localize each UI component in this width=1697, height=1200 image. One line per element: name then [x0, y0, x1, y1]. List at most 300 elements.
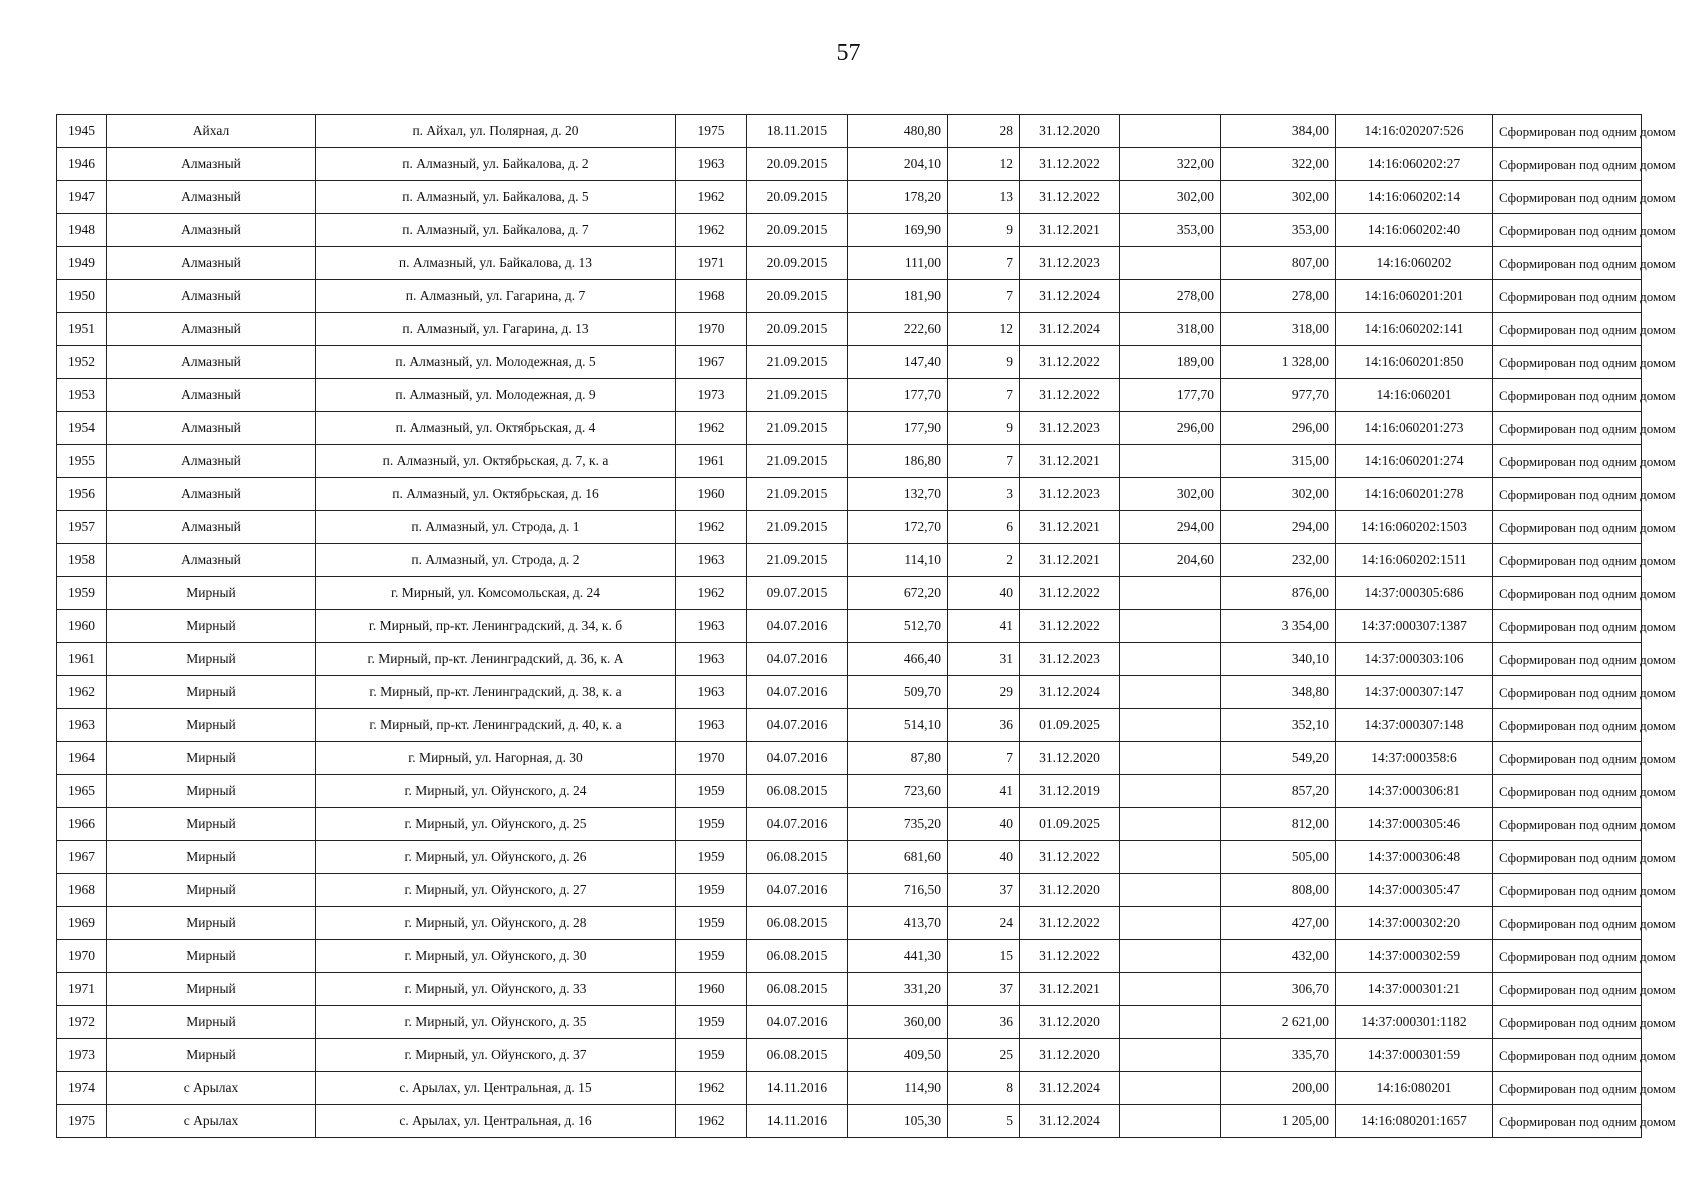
- residents-cell: 8: [948, 1072, 1020, 1105]
- land-area-cell: 812,00: [1221, 808, 1336, 841]
- address-cell: г. Мирный, пр-кт. Ленинградский, д. 38, к. а: [316, 676, 676, 709]
- land-area-cell: 296,00: [1221, 412, 1336, 445]
- land-status-cell: Сформирован под одним домом: [1493, 214, 1642, 247]
- settlement-cell: Мирный: [107, 940, 316, 973]
- land-area-cell: 1 328,00: [1221, 346, 1336, 379]
- resettlement-deadline-cell: 31.12.2023: [1020, 643, 1120, 676]
- address-cell: с. Арылах, ул. Центральная, д. 15: [316, 1072, 676, 1105]
- row-number-cell: 1956: [57, 478, 107, 511]
- address-cell: г. Мирный, ул. Ойунского, д. 33: [316, 973, 676, 1006]
- land-area-cell: 1 205,00: [1221, 1105, 1336, 1138]
- recognition-date-cell: 20.09.2015: [747, 313, 848, 346]
- resettlement-deadline-cell: 31.12.2024: [1020, 1072, 1120, 1105]
- table-row: [57, 115, 1642, 148]
- cadastral-number-cell: 14:16:060201:273: [1336, 412, 1493, 445]
- row-number-cell: 1970: [57, 940, 107, 973]
- recognition-date-cell: 21.09.2015: [747, 379, 848, 412]
- table-row: [57, 841, 1642, 874]
- residents-cell: 6: [948, 511, 1020, 544]
- residents-cell: 31: [948, 643, 1020, 676]
- table-row: [57, 313, 1642, 346]
- living-area-cell: 177,70: [848, 379, 948, 412]
- land-status-cell: Сформирован под одним домом: [1493, 379, 1642, 412]
- settlement-cell: Алмазный: [107, 346, 316, 379]
- recognition-date-cell: 14.11.2016: [747, 1072, 848, 1105]
- cadastral-number-cell: 14:37:000307:1387: [1336, 610, 1493, 643]
- land-status-cell: Сформирован под одним домом: [1493, 1072, 1642, 1105]
- land-area-cell: 322,00: [1221, 148, 1336, 181]
- land-status-cell: Сформирован под одним домом: [1493, 1039, 1642, 1072]
- settlement-cell: Мирный: [107, 742, 316, 775]
- land-status-cell: Сформирован под одним домом: [1493, 742, 1642, 775]
- table-row: [57, 610, 1642, 643]
- area-2-cell: 302,00: [1120, 181, 1221, 214]
- area-2-cell: [1120, 940, 1221, 973]
- cadastral-number-cell: 14:16:060201:850: [1336, 346, 1493, 379]
- resettlement-deadline-cell: 31.12.2021: [1020, 214, 1120, 247]
- table-row: [57, 643, 1642, 676]
- table-row: [57, 511, 1642, 544]
- living-area-cell: 735,20: [848, 808, 948, 841]
- land-status-cell: Сформирован под одним домом: [1493, 544, 1642, 577]
- resettlement-deadline-cell: 31.12.2021: [1020, 544, 1120, 577]
- settlement-cell: Мирный: [107, 808, 316, 841]
- residents-cell: 9: [948, 412, 1020, 445]
- living-area-cell: 331,20: [848, 973, 948, 1006]
- land-area-cell: 2 621,00: [1221, 1006, 1336, 1039]
- settlement-cell: Алмазный: [107, 313, 316, 346]
- residents-cell: 37: [948, 973, 1020, 1006]
- residents-cell: 24: [948, 907, 1020, 940]
- residents-cell: 40: [948, 577, 1020, 610]
- settlement-cell: Мирный: [107, 577, 316, 610]
- cadastral-number-cell: 14:16:080201:1657: [1336, 1105, 1493, 1138]
- residents-cell: 41: [948, 775, 1020, 808]
- residents-cell: 40: [948, 808, 1020, 841]
- living-area-cell: 409,50: [848, 1039, 948, 1072]
- address-cell: г. Мирный, ул. Ойунского, д. 26: [316, 841, 676, 874]
- living-area-cell: 186,80: [848, 445, 948, 478]
- cadastral-number-cell: 14:37:000307:148: [1336, 709, 1493, 742]
- land-area-cell: 808,00: [1221, 874, 1336, 907]
- settlement-cell: Алмазный: [107, 148, 316, 181]
- resettlement-deadline-cell: 31.12.2020: [1020, 1039, 1120, 1072]
- residents-cell: 29: [948, 676, 1020, 709]
- address-cell: п. Алмазный, ул. Гагарина, д. 13: [316, 313, 676, 346]
- resettlement-deadline-cell: 31.12.2020: [1020, 115, 1120, 148]
- build-year-cell: 1962: [676, 181, 747, 214]
- land-area-cell: 340,10: [1221, 643, 1336, 676]
- area-2-cell: [1120, 907, 1221, 940]
- address-cell: г. Мирный, ул. Ойунского, д. 28: [316, 907, 676, 940]
- area-2-cell: [1120, 247, 1221, 280]
- residents-cell: 7: [948, 445, 1020, 478]
- residents-cell: 12: [948, 148, 1020, 181]
- residents-cell: 9: [948, 214, 1020, 247]
- row-number-cell: 1960: [57, 610, 107, 643]
- residents-cell: 3: [948, 478, 1020, 511]
- recognition-date-cell: 20.09.2015: [747, 214, 848, 247]
- living-area-cell: 147,40: [848, 346, 948, 379]
- land-status-cell: Сформирован под одним домом: [1493, 511, 1642, 544]
- recognition-date-cell: 06.08.2015: [747, 841, 848, 874]
- living-area-cell: 672,20: [848, 577, 948, 610]
- table-row: [57, 775, 1642, 808]
- build-year-cell: 1962: [676, 214, 747, 247]
- residents-cell: 40: [948, 841, 1020, 874]
- table-row: [57, 1105, 1642, 1138]
- recognition-date-cell: 18.11.2015: [747, 115, 848, 148]
- address-cell: п. Алмазный, ул. Октябрьская, д. 4: [316, 412, 676, 445]
- living-area-cell: 169,90: [848, 214, 948, 247]
- row-number-cell: 1952: [57, 346, 107, 379]
- row-number-cell: 1968: [57, 874, 107, 907]
- recognition-date-cell: 21.09.2015: [747, 511, 848, 544]
- resettlement-deadline-cell: 31.12.2021: [1020, 511, 1120, 544]
- address-cell: п. Алмазный, ул. Байкалова, д. 5: [316, 181, 676, 214]
- residents-cell: 36: [948, 709, 1020, 742]
- build-year-cell: 1975: [676, 115, 747, 148]
- settlement-cell: Мирный: [107, 775, 316, 808]
- settlement-cell: Мирный: [107, 907, 316, 940]
- resettlement-deadline-cell: 31.12.2022: [1020, 148, 1120, 181]
- living-area-cell: 509,70: [848, 676, 948, 709]
- cadastral-number-cell: 14:16:060202:40: [1336, 214, 1493, 247]
- area-2-cell: 189,00: [1120, 346, 1221, 379]
- table-body: [57, 115, 1676, 1138]
- area-2-cell: [1120, 1105, 1221, 1138]
- recognition-date-cell: 06.08.2015: [747, 940, 848, 973]
- area-2-cell: 353,00: [1120, 214, 1221, 247]
- residents-cell: 9: [948, 346, 1020, 379]
- row-number-cell: 1972: [57, 1006, 107, 1039]
- recognition-date-cell: 20.09.2015: [747, 181, 848, 214]
- land-area-cell: 232,00: [1221, 544, 1336, 577]
- land-status-cell: Сформирован под одним домом: [1493, 577, 1642, 610]
- living-area-cell: 413,70: [848, 907, 948, 940]
- recognition-date-cell: 04.07.2016: [747, 874, 848, 907]
- resettlement-deadline-cell: 31.12.2022: [1020, 940, 1120, 973]
- land-area-cell: 302,00: [1221, 478, 1336, 511]
- cadastral-number-cell: 14:16:060202:1511: [1336, 544, 1493, 577]
- resettlement-deadline-cell: 31.12.2021: [1020, 445, 1120, 478]
- resettlement-deadline-cell: 31.12.2023: [1020, 478, 1120, 511]
- land-status-cell: Сформирован под одним домом: [1493, 346, 1642, 379]
- land-status-cell: Сформирован под одним домом: [1493, 676, 1642, 709]
- settlement-cell: Алмазный: [107, 511, 316, 544]
- build-year-cell: 1970: [676, 742, 747, 775]
- address-cell: г. Мирный, ул. Ойунского, д. 25: [316, 808, 676, 841]
- living-area-cell: 681,60: [848, 841, 948, 874]
- land-area-cell: 876,00: [1221, 577, 1336, 610]
- build-year-cell: 1970: [676, 313, 747, 346]
- settlement-cell: Алмазный: [107, 214, 316, 247]
- recognition-date-cell: 04.07.2016: [747, 676, 848, 709]
- land-area-cell: 432,00: [1221, 940, 1336, 973]
- settlement-cell: Алмазный: [107, 412, 316, 445]
- cadastral-number-cell: 14:16:060201:201: [1336, 280, 1493, 313]
- residents-cell: 41: [948, 610, 1020, 643]
- recognition-date-cell: 21.09.2015: [747, 412, 848, 445]
- living-area-cell: 105,30: [848, 1105, 948, 1138]
- living-area-cell: 172,70: [848, 511, 948, 544]
- table-row: [57, 445, 1642, 478]
- residents-cell: 7: [948, 379, 1020, 412]
- area-2-cell: [1120, 1072, 1221, 1105]
- row-number-cell: 1947: [57, 181, 107, 214]
- area-2-cell: 294,00: [1120, 511, 1221, 544]
- area-2-cell: [1120, 577, 1221, 610]
- row-number-cell: 1969: [57, 907, 107, 940]
- address-cell: г. Мирный, ул. Ойунского, д. 27: [316, 874, 676, 907]
- address-cell: с. Арылах, ул. Центральная, д. 16: [316, 1105, 676, 1138]
- cadastral-number-cell: 14:37:000305:686: [1336, 577, 1493, 610]
- land-area-cell: 200,00: [1221, 1072, 1336, 1105]
- address-cell: п. Алмазный, ул. Байкалова, д. 2: [316, 148, 676, 181]
- living-area-cell: 178,20: [848, 181, 948, 214]
- recognition-date-cell: 20.09.2015: [747, 247, 848, 280]
- resettlement-deadline-cell: 31.12.2024: [1020, 676, 1120, 709]
- address-cell: п. Алмазный, ул. Гагарина, д. 7: [316, 280, 676, 313]
- resettlement-deadline-cell: 31.12.2019: [1020, 775, 1120, 808]
- cadastral-number-cell: 14:37:000305:46: [1336, 808, 1493, 841]
- address-cell: г. Мирный, пр-кт. Ленинградский, д. 36, к. А: [316, 643, 676, 676]
- table-row: [57, 181, 1642, 214]
- row-number-cell: 1953: [57, 379, 107, 412]
- build-year-cell: 1963: [676, 610, 747, 643]
- land-status-cell: Сформирован под одним домом: [1493, 280, 1642, 313]
- resettlement-deadline-cell: 31.12.2024: [1020, 280, 1120, 313]
- land-area-cell: 335,70: [1221, 1039, 1336, 1072]
- build-year-cell: 1963: [676, 709, 747, 742]
- resettlement-deadline-cell: 31.12.2022: [1020, 346, 1120, 379]
- address-cell: г. Мирный, ул. Ойунского, д. 24: [316, 775, 676, 808]
- build-year-cell: 1962: [676, 1072, 747, 1105]
- table-row: [57, 676, 1642, 709]
- recognition-date-cell: 04.07.2016: [747, 808, 848, 841]
- table-row: [57, 742, 1642, 775]
- row-number-cell: 1965: [57, 775, 107, 808]
- settlement-cell: с Арылах: [107, 1072, 316, 1105]
- address-cell: г. Мирный, пр-кт. Ленинградский, д. 40, к. а: [316, 709, 676, 742]
- land-status-cell: Сформирован под одним домом: [1493, 940, 1642, 973]
- cadastral-number-cell: 14:16:060202:141: [1336, 313, 1493, 346]
- land-status-cell: Сформирован под одним домом: [1493, 148, 1642, 181]
- area-2-cell: [1120, 643, 1221, 676]
- recognition-date-cell: 04.07.2016: [747, 610, 848, 643]
- land-status-cell: Сформирован под одним домом: [1493, 643, 1642, 676]
- build-year-cell: 1971: [676, 247, 747, 280]
- cadastral-number-cell: 14:37:000301:1182: [1336, 1006, 1493, 1039]
- address-cell: п. Алмазный, ул. Октябрьская, д. 16: [316, 478, 676, 511]
- living-area-cell: 177,90: [848, 412, 948, 445]
- settlement-cell: Мирный: [107, 874, 316, 907]
- land-area-cell: 294,00: [1221, 511, 1336, 544]
- row-number-cell: 1963: [57, 709, 107, 742]
- table-row: [57, 1039, 1642, 1072]
- resettlement-deadline-cell: 31.12.2022: [1020, 841, 1120, 874]
- table-row: [57, 907, 1642, 940]
- area-2-cell: 177,70: [1120, 379, 1221, 412]
- area-2-cell: 278,00: [1120, 280, 1221, 313]
- table-row: [57, 1072, 1642, 1105]
- table-row: [57, 973, 1642, 1006]
- residents-cell: 7: [948, 742, 1020, 775]
- recognition-date-cell: 06.08.2015: [747, 973, 848, 1006]
- build-year-cell: 1960: [676, 973, 747, 1006]
- residents-cell: 5: [948, 1105, 1020, 1138]
- land-status-cell: Сформирован под одним домом: [1493, 610, 1642, 643]
- cadastral-number-cell: 14:37:000306:81: [1336, 775, 1493, 808]
- cadastral-number-cell: 14:16:060201:274: [1336, 445, 1493, 478]
- land-status-cell: Сформирован под одним домом: [1493, 973, 1642, 1006]
- address-cell: п. Айхал, ул. Полярная, д. 20: [316, 115, 676, 148]
- resettlement-deadline-cell: 31.12.2020: [1020, 742, 1120, 775]
- residents-cell: 7: [948, 247, 1020, 280]
- settlement-cell: Мирный: [107, 973, 316, 1006]
- area-2-cell: 322,00: [1120, 148, 1221, 181]
- recognition-date-cell: 21.09.2015: [747, 346, 848, 379]
- residents-cell: 25: [948, 1039, 1020, 1072]
- recognition-date-cell: 20.09.2015: [747, 148, 848, 181]
- recognition-date-cell: 14.11.2016: [747, 1105, 848, 1138]
- settlement-cell: Мирный: [107, 1039, 316, 1072]
- table-row: [57, 544, 1642, 577]
- row-number-cell: 1946: [57, 148, 107, 181]
- build-year-cell: 1959: [676, 1006, 747, 1039]
- table-row: [57, 709, 1642, 742]
- address-cell: п. Алмазный, ул. Молодежная, д. 5: [316, 346, 676, 379]
- table-row: [57, 808, 1642, 841]
- address-cell: г. Мирный, ул. Ойунского, д. 30: [316, 940, 676, 973]
- living-area-cell: 466,40: [848, 643, 948, 676]
- recognition-date-cell: 04.07.2016: [747, 1006, 848, 1039]
- address-cell: п. Алмазный, ул. Строда, д. 2: [316, 544, 676, 577]
- recognition-date-cell: 21.09.2015: [747, 478, 848, 511]
- recognition-date-cell: 06.08.2015: [747, 907, 848, 940]
- living-area-cell: 114,10: [848, 544, 948, 577]
- living-area-cell: 181,90: [848, 280, 948, 313]
- page-number: 57: [836, 40, 861, 66]
- residents-cell: 7: [948, 280, 1020, 313]
- housing-registry-table: [56, 114, 1676, 1138]
- land-status-cell: Сформирован под одним домом: [1493, 313, 1642, 346]
- build-year-cell: 1962: [676, 577, 747, 610]
- living-area-cell: 716,50: [848, 874, 948, 907]
- cadastral-number-cell: 14:37:000305:47: [1336, 874, 1493, 907]
- living-area-cell: 514,10: [848, 709, 948, 742]
- land-area-cell: 318,00: [1221, 313, 1336, 346]
- build-year-cell: 1967: [676, 346, 747, 379]
- residents-cell: 15: [948, 940, 1020, 973]
- address-cell: г. Мирный, ул. Ойунского, д. 37: [316, 1039, 676, 1072]
- build-year-cell: 1963: [676, 643, 747, 676]
- address-cell: г. Мирный, ул. Комсомольская, д. 24: [316, 577, 676, 610]
- settlement-cell: Мирный: [107, 610, 316, 643]
- row-number-cell: 1966: [57, 808, 107, 841]
- build-year-cell: 1959: [676, 907, 747, 940]
- area-2-cell: [1120, 973, 1221, 1006]
- row-number-cell: 1951: [57, 313, 107, 346]
- cadastral-number-cell: 14:37:000307:147: [1336, 676, 1493, 709]
- row-number-cell: 1962: [57, 676, 107, 709]
- land-area-cell: 807,00: [1221, 247, 1336, 280]
- living-area-cell: 87,80: [848, 742, 948, 775]
- cadastral-number-cell: 14:16:080201: [1336, 1072, 1493, 1105]
- land-status-cell: Сформирован под одним домом: [1493, 1105, 1642, 1138]
- cadastral-number-cell: 14:37:000301:59: [1336, 1039, 1493, 1072]
- build-year-cell: 1959: [676, 808, 747, 841]
- resettlement-deadline-cell: 31.12.2023: [1020, 247, 1120, 280]
- row-number-cell: 1971: [57, 973, 107, 1006]
- area-2-cell: [1120, 709, 1221, 742]
- recognition-date-cell: 06.08.2015: [747, 1039, 848, 1072]
- settlement-cell: Алмазный: [107, 478, 316, 511]
- land-area-cell: 348,80: [1221, 676, 1336, 709]
- recognition-date-cell: 09.07.2015: [747, 577, 848, 610]
- row-number-cell: 1950: [57, 280, 107, 313]
- resettlement-deadline-cell: 31.12.2022: [1020, 577, 1120, 610]
- residents-cell: 12: [948, 313, 1020, 346]
- recognition-date-cell: 21.09.2015: [747, 445, 848, 478]
- cadastral-number-cell: 14:16:020207:526: [1336, 115, 1493, 148]
- area-2-cell: [1120, 742, 1221, 775]
- residents-cell: 37: [948, 874, 1020, 907]
- living-area-cell: 360,00: [848, 1006, 948, 1039]
- area-2-cell: [1120, 1006, 1221, 1039]
- table-row: [57, 577, 1642, 610]
- cadastral-number-cell: 14:37:000302:59: [1336, 940, 1493, 973]
- cadastral-number-cell: 14:37:000358:6: [1336, 742, 1493, 775]
- land-status-cell: Сформирован под одним домом: [1493, 1006, 1642, 1039]
- build-year-cell: 1959: [676, 874, 747, 907]
- address-cell: п. Алмазный, ул. Октябрьская, д. 7, к. а: [316, 445, 676, 478]
- living-area-cell: 512,70: [848, 610, 948, 643]
- settlement-cell: с Арылах: [107, 1105, 316, 1138]
- resettlement-deadline-cell: 31.12.2022: [1020, 181, 1120, 214]
- settlement-cell: Алмазный: [107, 181, 316, 214]
- resettlement-deadline-cell: 31.12.2023: [1020, 412, 1120, 445]
- residents-cell: 28: [948, 115, 1020, 148]
- area-2-cell: [1120, 676, 1221, 709]
- settlement-cell: Мирный: [107, 841, 316, 874]
- resettlement-deadline-cell: 31.12.2022: [1020, 907, 1120, 940]
- address-cell: п. Алмазный, ул. Байкалова, д. 7: [316, 214, 676, 247]
- recognition-date-cell: 21.09.2015: [747, 544, 848, 577]
- living-area-cell: 111,00: [848, 247, 948, 280]
- row-number-cell: 1975: [57, 1105, 107, 1138]
- settlement-cell: Алмазный: [107, 379, 316, 412]
- row-number-cell: 1949: [57, 247, 107, 280]
- resettlement-deadline-cell: 01.09.2025: [1020, 709, 1120, 742]
- land-area-cell: 857,20: [1221, 775, 1336, 808]
- recognition-date-cell: 20.09.2015: [747, 280, 848, 313]
- cadastral-number-cell: 14:37:000302:20: [1336, 907, 1493, 940]
- table-row: [57, 940, 1642, 973]
- area-2-cell: 318,00: [1120, 313, 1221, 346]
- row-number-cell: 1974: [57, 1072, 107, 1105]
- cadastral-number-cell: 14:16:060202:1503: [1336, 511, 1493, 544]
- cadastral-number-cell: 14:16:060202:14: [1336, 181, 1493, 214]
- table-row: [57, 280, 1642, 313]
- build-year-cell: 1960: [676, 478, 747, 511]
- address-cell: г. Мирный, ул. Ойунского, д. 35: [316, 1006, 676, 1039]
- row-number-cell: 1973: [57, 1039, 107, 1072]
- build-year-cell: 1963: [676, 676, 747, 709]
- land-area-cell: 352,10: [1221, 709, 1336, 742]
- resettlement-deadline-cell: 31.12.2022: [1020, 610, 1120, 643]
- land-area-cell: 549,20: [1221, 742, 1336, 775]
